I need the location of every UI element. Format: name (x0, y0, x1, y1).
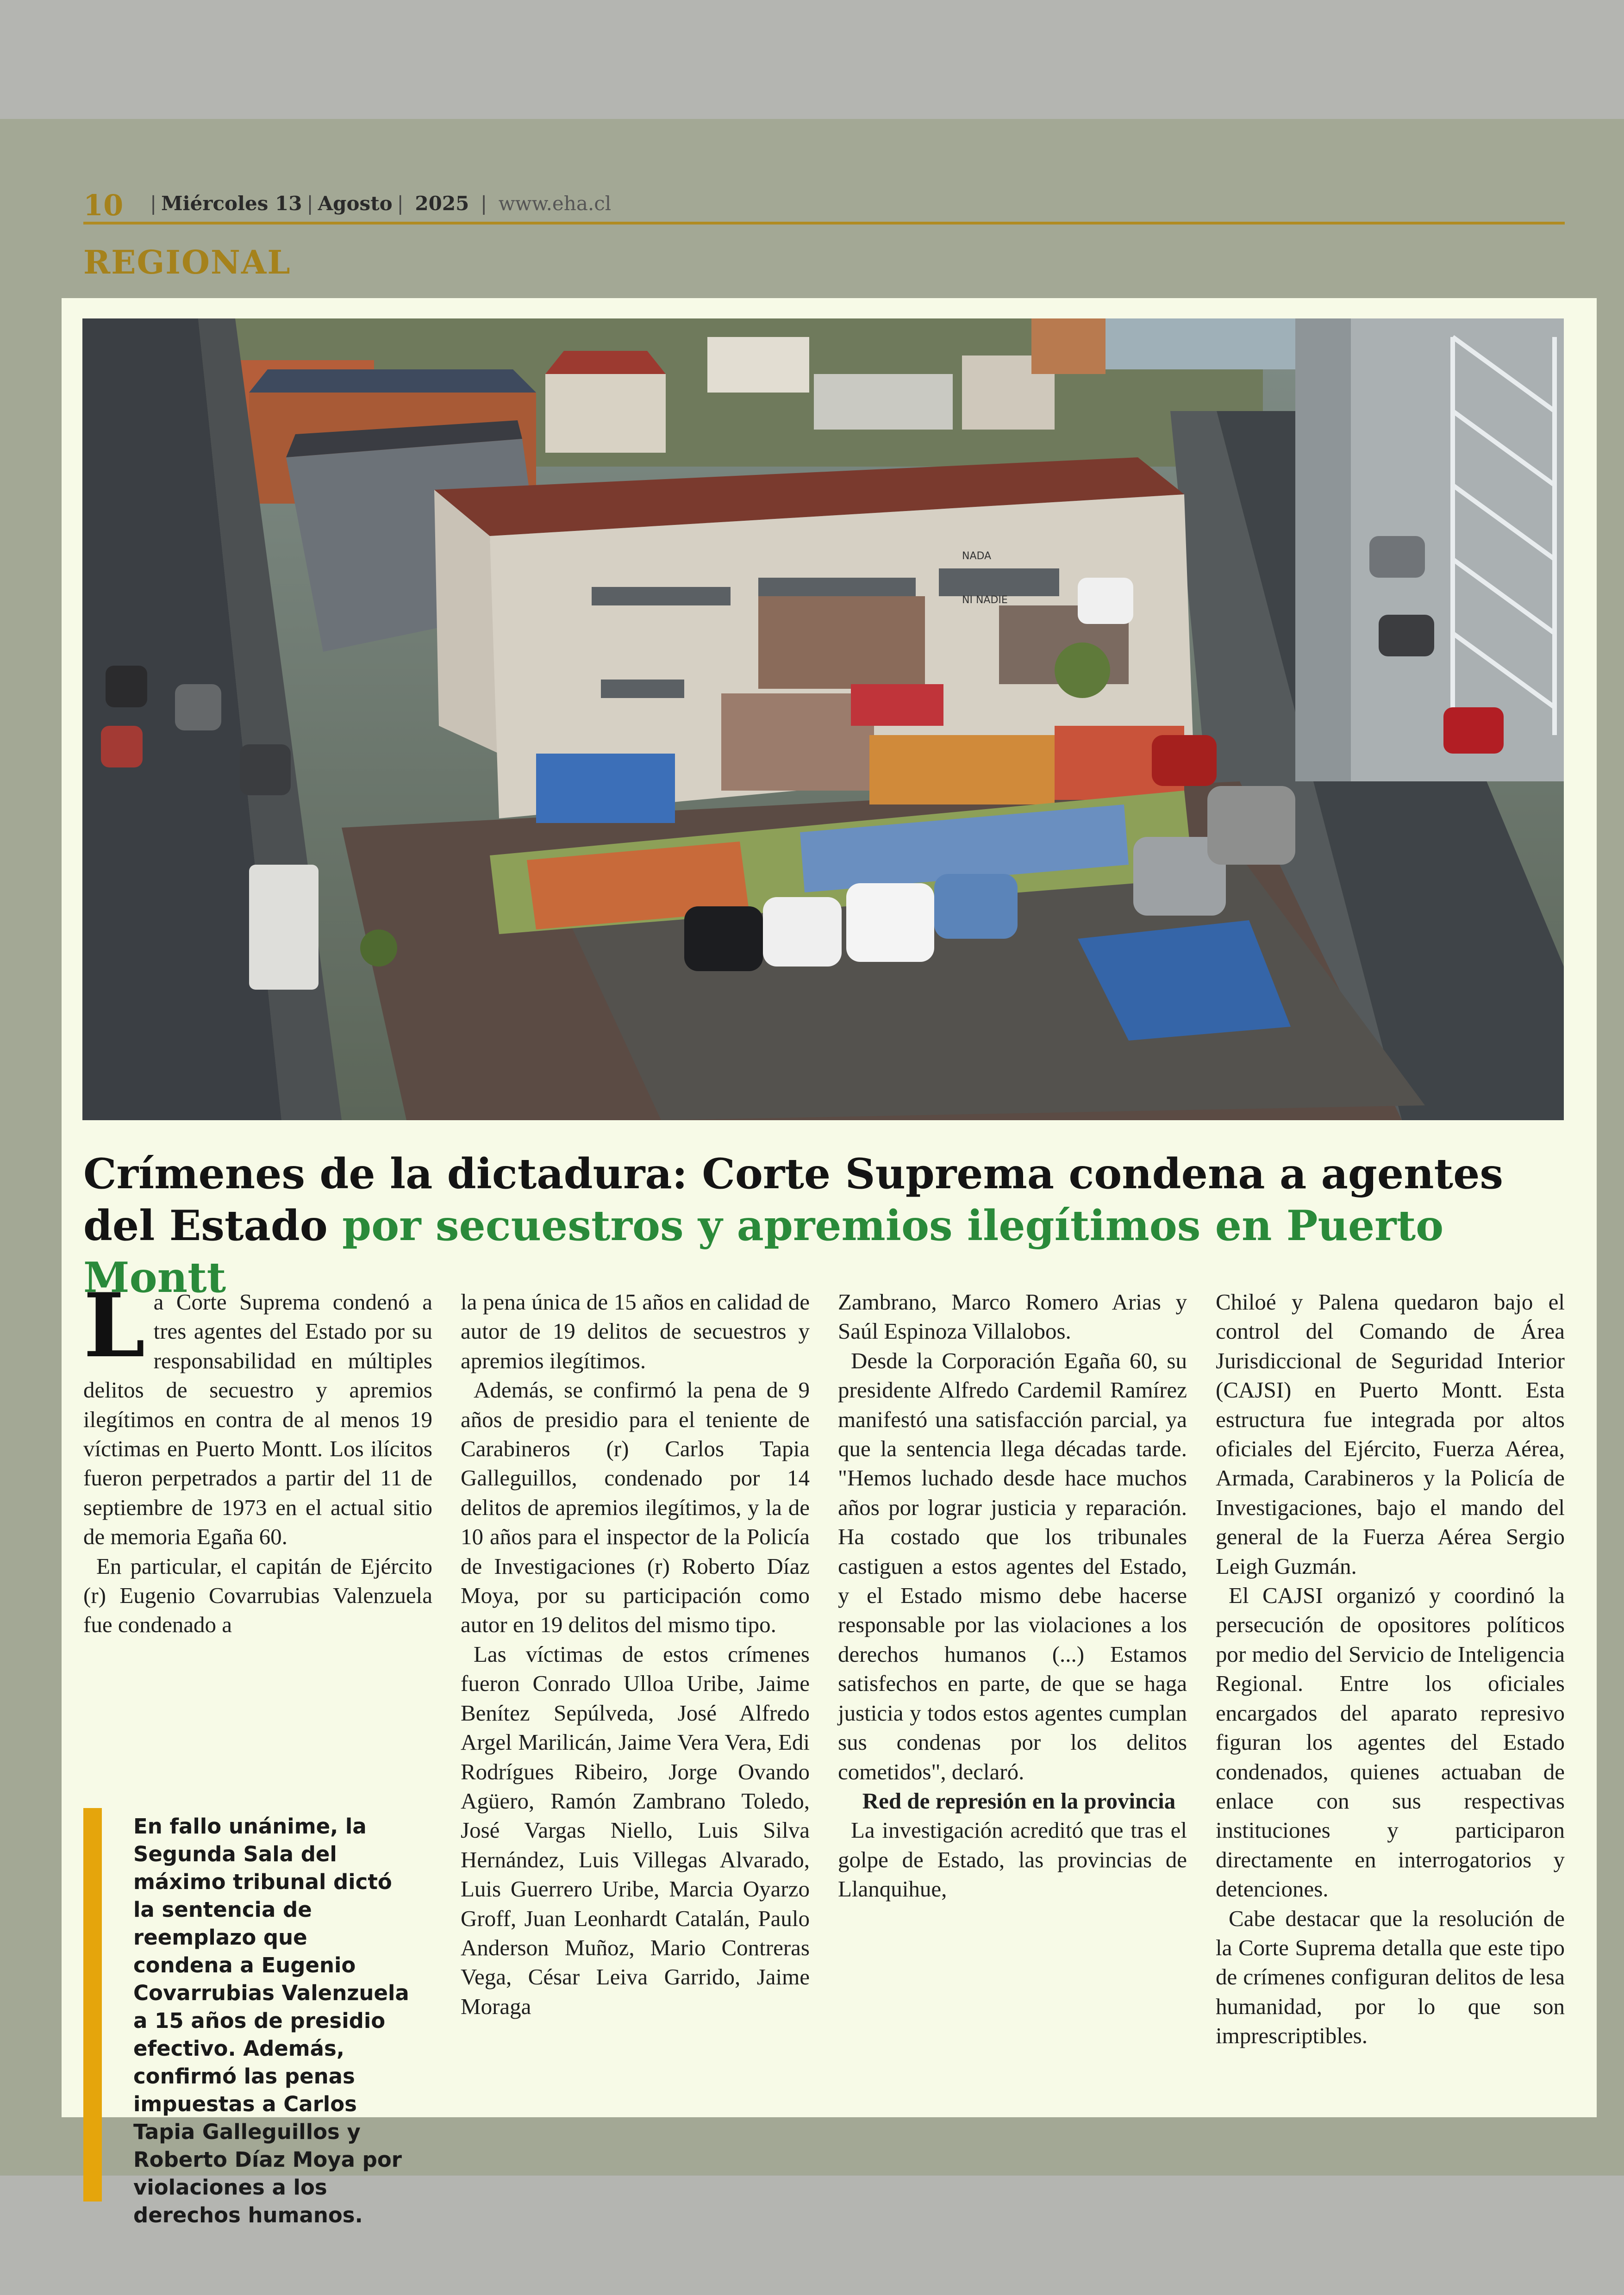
subheading: Red de represión en la provincia (862, 1788, 1176, 1814)
header-year: 2025 (415, 192, 469, 215)
col1-paragraph-1-text: a Corte Suprema condenó a tres agentes del Estado por su responsabilidad en múltiples delitos de secuestro y apremios ilegítimos en contra de al menos 19 víctimas en Puerto Montt. Los ilícitos fueron perpetrados a partir del 11 de septiembre de 1973 en el actual sitio de memoria Egaña 60. (83, 1289, 432, 1550)
header-month: Agosto (318, 192, 393, 215)
article-column-1 (83, 1274, 432, 1640)
col4-paragraph-2: El CAJSI organizó y coordinó la persecución de opositores políticos por medio del Servicio de Inteligencia Regional. Entre los oficiales encargados del aparato represivo figuran los agentes del Estado condenados, quienes actuaban de enlace con sus respectivas instituciones y participaron directamente en interrogatorios y detenciones. (1216, 1583, 1565, 1902)
col2-paragraph-2: Además, se confirmó la pena de 9 años de presidio para el teniente de Carabineros (r) Carlos Tapia Galleguillos, condenado por 14 delitos de apremios ilegítimos, y la de 10 años para el inspector de la Policía de Investigaciones (r) Roberto Díaz Moya, por su participación como autor en 19 delitos del mismo tipo. (461, 1377, 810, 1638)
article-column-4 (1216, 1287, 1565, 2051)
col3-paragraph-1: Zambrano, Marco Romero Arias y Saúl Espinoza Villalobos. (838, 1289, 1187, 1344)
aerial-photo (82, 318, 1564, 1120)
sign-ni-nadie: NI NADIE (962, 594, 1008, 606)
header-website[interactable]: www.eha.cl (498, 192, 612, 215)
section-title: REGIONAL (83, 243, 291, 281)
article-headline (83, 1148, 1583, 1303)
newspaper-page (0, 119, 1624, 2227)
col1-paragraph-1 (83, 1274, 432, 1552)
header-dateline: | Miércoles 13 | Agosto | 2025 | www.eha.cl (150, 192, 612, 215)
pull-quote-bar (83, 1808, 102, 2201)
header-weekday-date: Miércoles 13 (161, 192, 302, 215)
col3-paragraph-3: La investigación acreditó que tras el golpe de Estado, las provincias de Llanquihue, (838, 1817, 1187, 1902)
article-column-3 (838, 1287, 1187, 1904)
article-column-2 (461, 1287, 810, 2021)
col4-paragraph-3: Cabe destacar que la resolución de la Corte Suprema detalla que este tipo de crímenes configuran delitos de lesa humanidad, por lo que son imprescriptibles. (1216, 1905, 1565, 2049)
headline-main: Crímenes de la dictadura: Corte Suprema condena a agentes del Estado (83, 1149, 1504, 1250)
pull-quote-text: En fallo unánime, la Segunda Sala del máximo tribunal dictó la sentencia de reemplazo que condena a Eugenio Covarrubias Valenzuela a 15 años de presidio efectivo. Además, confirmó las penas impuestas a Carlos Tapia Galleguillos y Roberto Díaz Moya por violaciones a los derechos humanos. (133, 1814, 409, 2227)
pull-quote (83, 1808, 417, 2227)
sign-nada: NADA (962, 550, 992, 562)
col3-paragraph-2: Desde la Corporación Egaña 60, su presidente Alfredo Cardemil Ramírez manifestó una satisfacción parcial, ya que la sentencia llega décadas tarde. "Hemos luchado desde hace muchos años por lograr justicia y reparación. Ha costado que los tribunales castiguen a estos agentes del Estado, y el Estado mismo debe hacerse responsable por las violaciones a los derechos humanos (...) Estamos satisfechos en parte, de que se haga justicia y todos estos agentes cumplan sus condenas por los delitos cometidos", declaró. (838, 1347, 1187, 1784)
col1-paragraph-2: En particular, el capitán de Ejército (r) Eugenio Covarrubias Valenzuela fue condenado a (83, 1553, 432, 1638)
headline-highlight: por secuestros y apremios ilegítimos en Puerto Montt (83, 1201, 1444, 1302)
col2-paragraph-1: la pena única de 15 años en calidad de autor de 19 delitos de secuestros y apremios ilegítimos. (461, 1289, 810, 1373)
drop-cap: L (83, 1274, 145, 1377)
article-card (62, 298, 1597, 2227)
col2-paragraph-3: Las víctimas de estos crímenes fueron Conrado Ulloa Uribe, Jaime Benítez Sepúlveda, José Alfredo Argel Marilicán, Jaime Vera Vera, Edi Rodrígues Ribeiro, Jorge Ovando Agüero, Ramón Zambrano Toledo, José Vargas Niello, Luis Silva Hernández, Luis Villegas Alvarado, Luis Guerrero Uribe, Marcia Oyarzo Groff, Juan Leonhardt Catalán, Paulo Anderson Muñoz, Mario Contreras Vega, César Leiva Garrido, Jaime Moraga (461, 1641, 810, 2019)
page-header (83, 188, 1565, 225)
aerial-photo-illustration (82, 318, 1564, 1120)
page-number: 10 (83, 188, 124, 222)
col4-paragraph-1: Chiloé y Palena quedaron bajo el control del Comando de Área Jurisdiccional de Seguridad Interior (CAJSI) en Puerto Montt. Esta estructura fue integrada por altos oficiales del Ejército, Fuerza Aérea, Armada, Carabineros y la Policía de Investigaciones, bajo el mando del general de la Fuerza Aérea Sergio Leigh Guzmán. (1216, 1289, 1565, 1579)
